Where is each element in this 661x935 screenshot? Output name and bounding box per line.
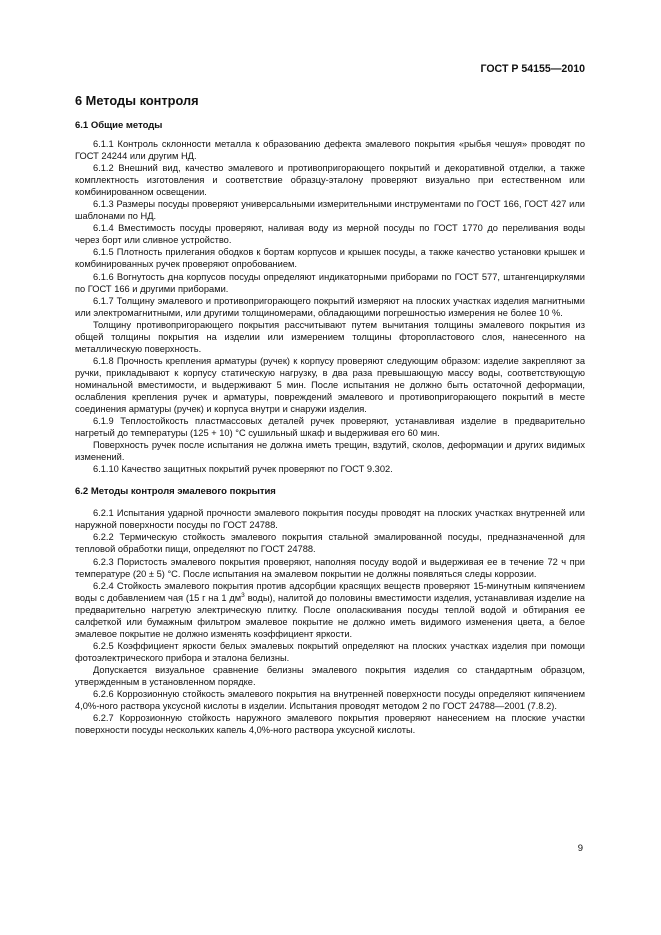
- page-content: [75, 93, 585, 736]
- paragraph: 6.1.4 Вместимость посуды проверяют, наливая воду из мерной посуды по ГОСТ 1770 до переливания воды через борт или сливное устройство.: [75, 223, 585, 246]
- paragraph: 6.2.5 Коэффициент яркости белых эмалевых покрытий определяют на плоских участках изделия при помощи фотоэлектрического прибора и эталона белизны.: [75, 640, 585, 663]
- paragraph: 6.1.1 Контроль склонности металла к образованию дефекта эмалевого покрытия «рыбья чешуя» проводят по ГОСТ 24244 или другим НД.: [75, 139, 585, 162]
- paragraph: Толщину противопригорающего покрытия рассчитывают путем вычитания толщины эмалевого покрытия из общей толщины покрытия на изделии или измерением толщины фторопластового слоя, нанесенного на металлическую поверхность.: [75, 319, 585, 354]
- page-number: 9: [577, 843, 583, 854]
- paragraph: 6.2.2 Термическую стойкость эмалевого покрытия стальной эмалированной посуды, предназначенной для тепловой обработки пищи, определяют по ГОСТ 24788.: [75, 532, 585, 555]
- paragraph: 6.1.10 Качество защитных покрытий ручек проверяют по ГОСТ 9.302.: [93, 464, 393, 475]
- paragraph: 6.1.5 Плотность прилегания ободков к бортам корпусов и крышек посуды, а также качество установки крышек и комбинированных ручек проверяют опробованием.: [75, 247, 585, 270]
- superscript-exponent: 3: [241, 591, 245, 599]
- paragraph-6-2-4: [75, 580, 585, 640]
- paragraph: 6.2.6 Коррозионную стойкость эмалевого покрытия на внутренней поверхности посуды определяют кипячением 4,0%-ного раствора уксусной кислоты в изделии. Испытания проводят методом 2 по ГОСТ 24788—2001 (7.8.2).: [75, 689, 585, 712]
- paragraph: 6.1.3 Размеры посуды проверяют универсальными измерительными инструментами по ГОСТ 166, ГОСТ 427 или шаблонами по НД.: [75, 199, 585, 222]
- paragraph-text: воды), налитой до половины вместимости изделия, устанавливая изделие на предварительно нагретую электрическую плитку. После ополаскивания посуды теплой водой и обтирания ее салфеткой или бумажным фильтром эмалевое покрытие не должно иметь видимого изменения цвета, а белое эмалевое покрытие не должно изменять коэффициент яркости.: [75, 592, 585, 639]
- paragraph: 6.1.8 Прочность крепления арматуры (ручек) к корпусу проверяют следующим образом: изделие закрепляют за ручки, прикладывают к корпусу статическую нагрузку, в два раза превышающую массу воды, соответствующую номинальной вместимости, и выдерживают 5 мин. После испытания не должно быть остаточной деформации, ослабления крепления ручек и арматуры, повреждений эмалевого и противопригорающего покрытий в месте соединения арматуры (ручек) и корпуса внутри и снаружи изделия.: [75, 355, 585, 415]
- section-title: 6 Методы контроля: [75, 93, 199, 108]
- paragraph-text: 6.2.4 Стойкость эмалевого покрытия против адсорбции красящих веществ проверяют 15-минутным кипячением воды с добавлением чая (15 г на 1 дм: [75, 580, 585, 603]
- paragraph: 6.2.1 Испытания ударной прочности эмалевого покрытия посуды проводят на плоских участках внутренней или наружной поверхности посуды по ГОСТ 24788.: [75, 508, 585, 531]
- paragraph: Поверхность ручек после испытания не должна иметь трещин, вздутий, сколов, деформации и других видимых изменений.: [75, 440, 585, 463]
- subsection-title: 6.2 Методы контроля эмалевого покрытия: [75, 486, 276, 498]
- paragraph: 6.1.6 Вогнутость дна корпусов посуды определяют индикаторными приборами по ГОСТ 577, штангенциркулями по ГОСТ 166 и другими приборами.: [75, 271, 585, 294]
- subsection-title: 6.1 Общие методы: [75, 120, 163, 131]
- subsection-general-methods: [75, 120, 585, 475]
- paragraph: 6.1.9 Теплостойкость пластмассовых деталей ручек проверяют, устанавливая изделие в предварительно нагретый до температуры (125 + 10) °С сушильный шкаф и выдерживая его 60 мин.: [75, 416, 585, 439]
- paragraph: 6.1.2 Внешний вид, качество эмалевого и противопригорающего покрытий и декоративной отделки, а также комплектность изготовления и соответствие образцу-эталону проверяют визуально при естественном или комбинированном освещении.: [75, 163, 585, 198]
- paragraph: 6.2.3 Пористость эмалевого покрытия проверяют, наполняя посуду водой и выдерживая ее в течение 72 ч при температуре (20 ± 5) °С. После испытания на эмалевом покрытии не должны появляться следы коррозии.: [75, 556, 585, 579]
- paragraph: 6.2.7 Коррозионную стойкость наружного эмалевого покрытия проверяют нанесением на плоские участки поверхности посуды нескольких капель 4,0%-ного раствора уксусной кислоты.: [75, 713, 585, 736]
- subsection-enamel-methods: [75, 486, 585, 736]
- paragraph: Допускается визуальное сравнение белизны эмалевого покрытия изделия со стандартным образцом, утвержденным в установленном порядке.: [75, 664, 585, 687]
- paragraph: 6.1.7 Толщину эмалевого и противопригорающего покрытий измеряют на плоских участках изделия магнитными или электромагнитными, или другими толщиномерами, обладающими погрешностью измерения не более 10 %.: [75, 295, 585, 318]
- document-code: ГОСТ Р 54155—2010: [480, 63, 585, 75]
